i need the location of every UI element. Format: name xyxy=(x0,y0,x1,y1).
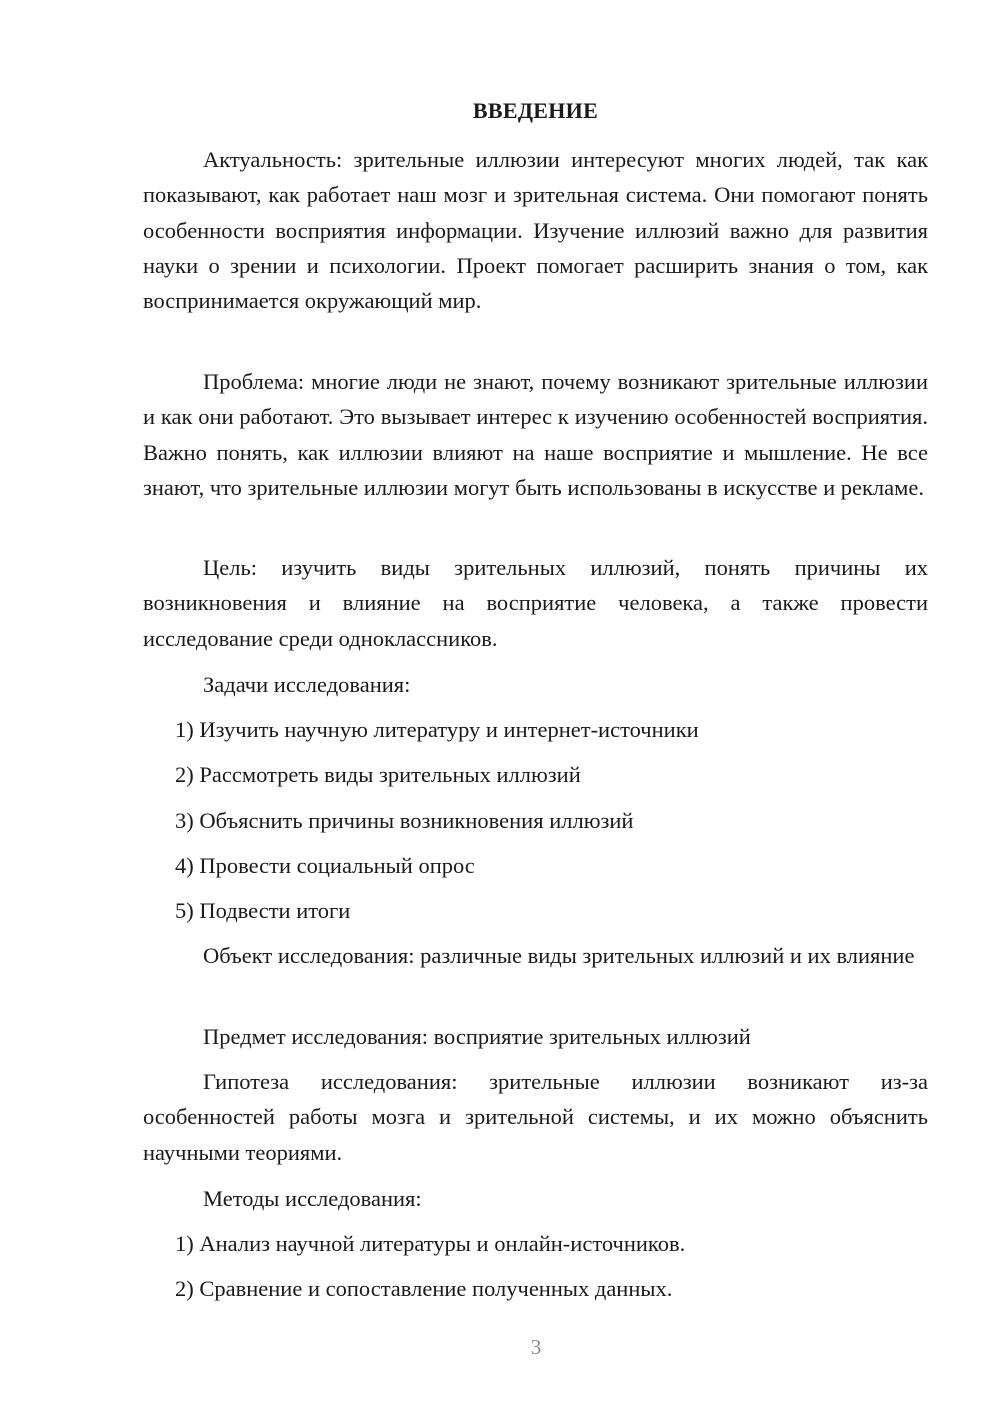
tasks-heading: Задачи исследования: xyxy=(203,672,411,697)
task-item: 5) Подвести итоги xyxy=(175,898,351,923)
object-paragraph: Объект исследования: различные виды зрительных иллюзий и их влияние xyxy=(203,943,915,968)
relevance-paragraph: Актуальность: зрительные иллюзии интересуют многих людей, так как показывают, как работает наш мозг и зрительная система. Они помогают понять особенности восприятия информации. Изучение иллюзий важно для развития науки о зрении и психологии. Проект помогает расширить знания о том, как воспринимается окружающий мир. xyxy=(143,147,928,314)
hypothesis-paragraph: Гипотеза исследования: зрительные иллюзии возникают из-за особенностей работы мозга и зрительной системы, и их можно объяснить научными теориями. xyxy=(143,1069,928,1165)
task-item: 2) Рассмотреть виды зрительных иллюзий xyxy=(175,762,581,787)
task-item: 4) Провести социальный опрос xyxy=(175,853,475,878)
section-title: ВВЕДЕНИЕ xyxy=(472,98,599,123)
task-item: 1) Изучить научную литературу и интернет-источники xyxy=(175,717,699,742)
page-number: 3 xyxy=(530,1335,542,1359)
methods-heading: Методы исследования: xyxy=(203,1186,422,1211)
goal-paragraph: Цель: изучить виды зрительных иллюзий, понять причины их возникновения и влияние на восприятие человека, а также провести исследование среди одноклассников. xyxy=(143,555,928,651)
method-item: 2) Сравнение и сопоставление полученных данных. xyxy=(175,1276,673,1301)
method-item: 1) Анализ научной литературы и онлайн-источников. xyxy=(175,1231,686,1256)
problem-paragraph: Проблема: многие люди не знают, почему возникают зрительные иллюзии и как они работают. Это вызывает интерес к изучению особенностей восприятия. Важно понять, как иллюзии влияют на наше восприятие и мышление. Не все знают, что зрительные иллюзии могут быть использованы в искусстве и рекламе. xyxy=(143,369,928,500)
subject-line: Предмет исследования: восприятие зрительных иллюзий xyxy=(203,1024,751,1049)
task-item: 3) Объяснить причины возникновения иллюзий xyxy=(175,808,634,833)
